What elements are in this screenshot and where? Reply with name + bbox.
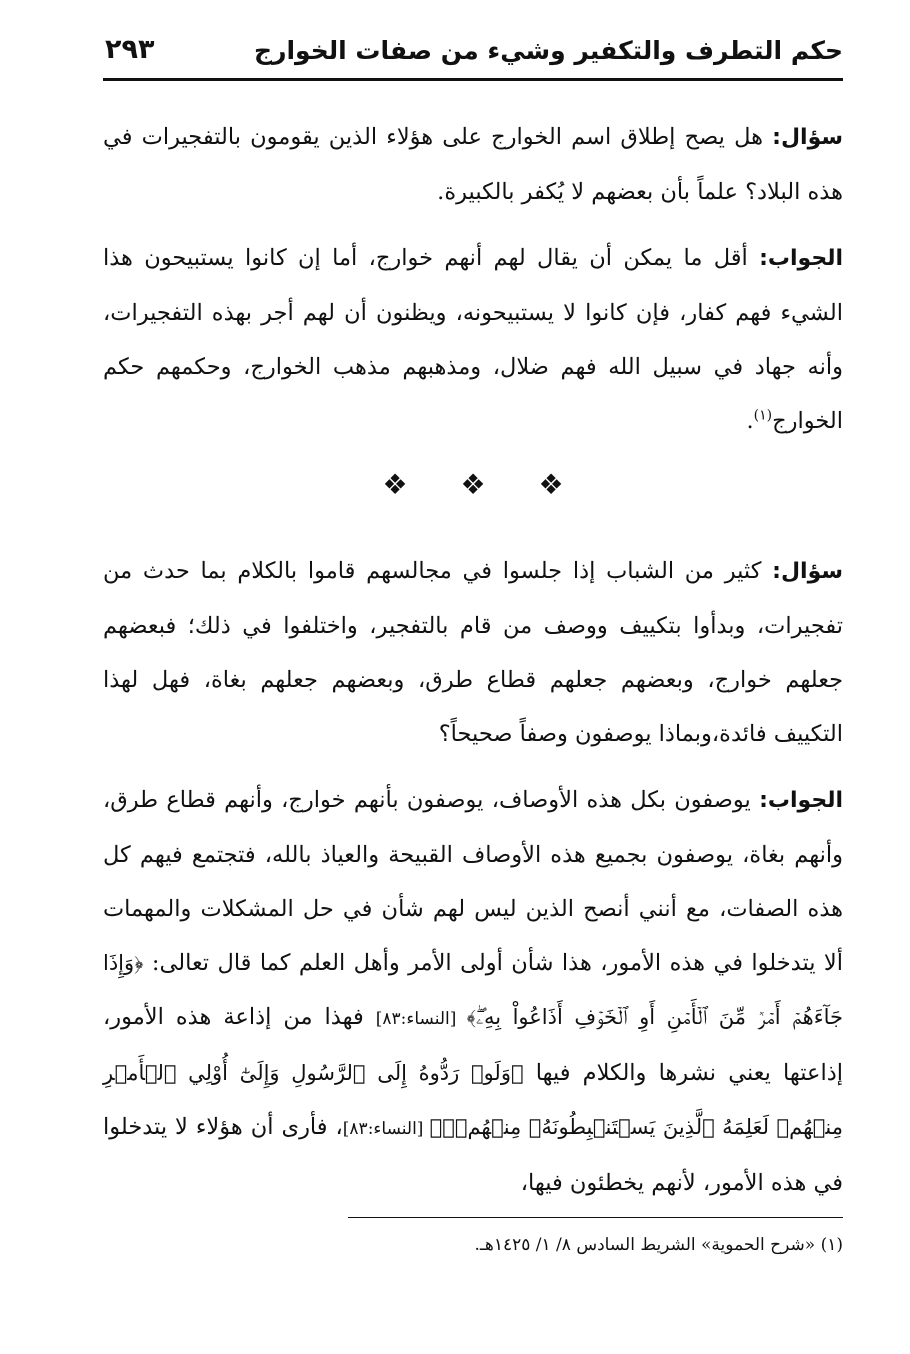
answer-end: . (746, 408, 754, 434)
answer-text: يوصفون بكل هذه الأوصاف، يوصفون بأنهم خوارج، وأنهم قطاع طرق، وأنهم بغاة، يوصفون بجميع هذه الأوصاف القبيحة والعياذ بالله، فتجتمع فيهم كل هذه الصفات، مع أنني أنصح الذين ليس لهم شأن في حل المشكلات والمهمات ألا يتدخلوا في هذه الأمور، هذا شأن أولى الأمر وأهل العلم كما قال تعالى: (103, 787, 843, 976)
running-title: حكم التطرف والتكفير وشيء من صفات الخوارج (254, 36, 843, 65)
quran-verse: ﴿وَلَوۡ رَدُّوهُ إِلَى ٱلرَّسُولِ وَإِلَىٰٓ أُوْلِي ٱلۡأَمۡرِ مِنۡهُمۡ لَعَلِمَهُ ٱلَّذِينَ يَسۡتَنۢبِطُونَهُۥ مِنۡهُمۡۗ﴾ (103, 1061, 843, 1139)
question-paragraph (103, 110, 843, 219)
page-header (103, 26, 843, 76)
footnote-number: (١) (820, 1235, 843, 1255)
verse-citation: [النساء:٨٣] (342, 1119, 430, 1139)
footnote (103, 1232, 843, 1258)
answer-paragraph (103, 231, 843, 448)
question-label: سؤال: (772, 559, 843, 584)
footnote-text: «شرح الحموية» الشريط السادس ٨/ ١/ ١٤٢٥هـ. (474, 1235, 821, 1255)
answer-text: أقل ما يمكن أن يقال لهم أنهم خوارج، أما إن كانوا يستبيحون هذا الشيء فهم كفار، فإن كانوا لا يستبيحونه، ويظنون أن لهم أجر بهذه التفجيرات، وأنه جهاد في سبيل الله فهم ضلال، ومذهبهم مذهب الخوارج، وحكمهم حكم الخوارج (103, 245, 843, 434)
answer-paragraph (103, 773, 843, 1210)
quran-verse: ﴿وَإِذَا جَآءَهُمۡ أَمۡرٞ مِّنَ ٱلۡأَمۡنِ أَوِ ٱلۡخَوۡفِ أَذَاعُواْ بِهِۦۖ﴾ (103, 951, 843, 1029)
answer-label: الجواب: (759, 246, 843, 271)
body-text (103, 110, 843, 1222)
question-text: كثير من الشباب إذا جلسوا في مجالسهم قاموا بالكلام بما حدث من تفجيرات، وبدأوا بتكييف ووصف من قام بالتفجير، واختلفوا في ذلك؛ فبعضهم جعلهم خوارج، وبعضهم جعلهم قطاع طرق، وبعضهم جعلهم بغاة، فهل لهذا التكييف فائدة،وبماذا يوصفون وصفاً صحيحاً؟ (103, 558, 843, 747)
section-separator: ❖ ❖ ❖ (382, 468, 586, 501)
header-rule (103, 78, 843, 81)
question-label: سؤال: (772, 125, 843, 150)
answer-text: ، فأرى أن هؤلاء لا يتدخلوا في هذه الأمور، لأنهم يخطئون فيها، (103, 1114, 843, 1196)
footnote-rule (348, 1217, 843, 1218)
answer-label: الجواب: (759, 788, 843, 813)
question-paragraph (103, 544, 843, 761)
verse-citation: [النساء:٨٣] (375, 1009, 467, 1029)
answer-text: فهذا من إذاعة هذه الأمور، إذاعتها يعني نشرها والكلام فيها (103, 1004, 843, 1086)
question-text: هل يصح إطلاق اسم الخوارج على هؤلاء الذين يقومون بالتفجيرات في هذه البلاد؟ علماً بأن بعضهم لا يُكفر بالكبيرة. (103, 124, 843, 205)
page-number: ٢٩٣ (105, 34, 155, 65)
footnote-reference: (١) (753, 407, 773, 424)
